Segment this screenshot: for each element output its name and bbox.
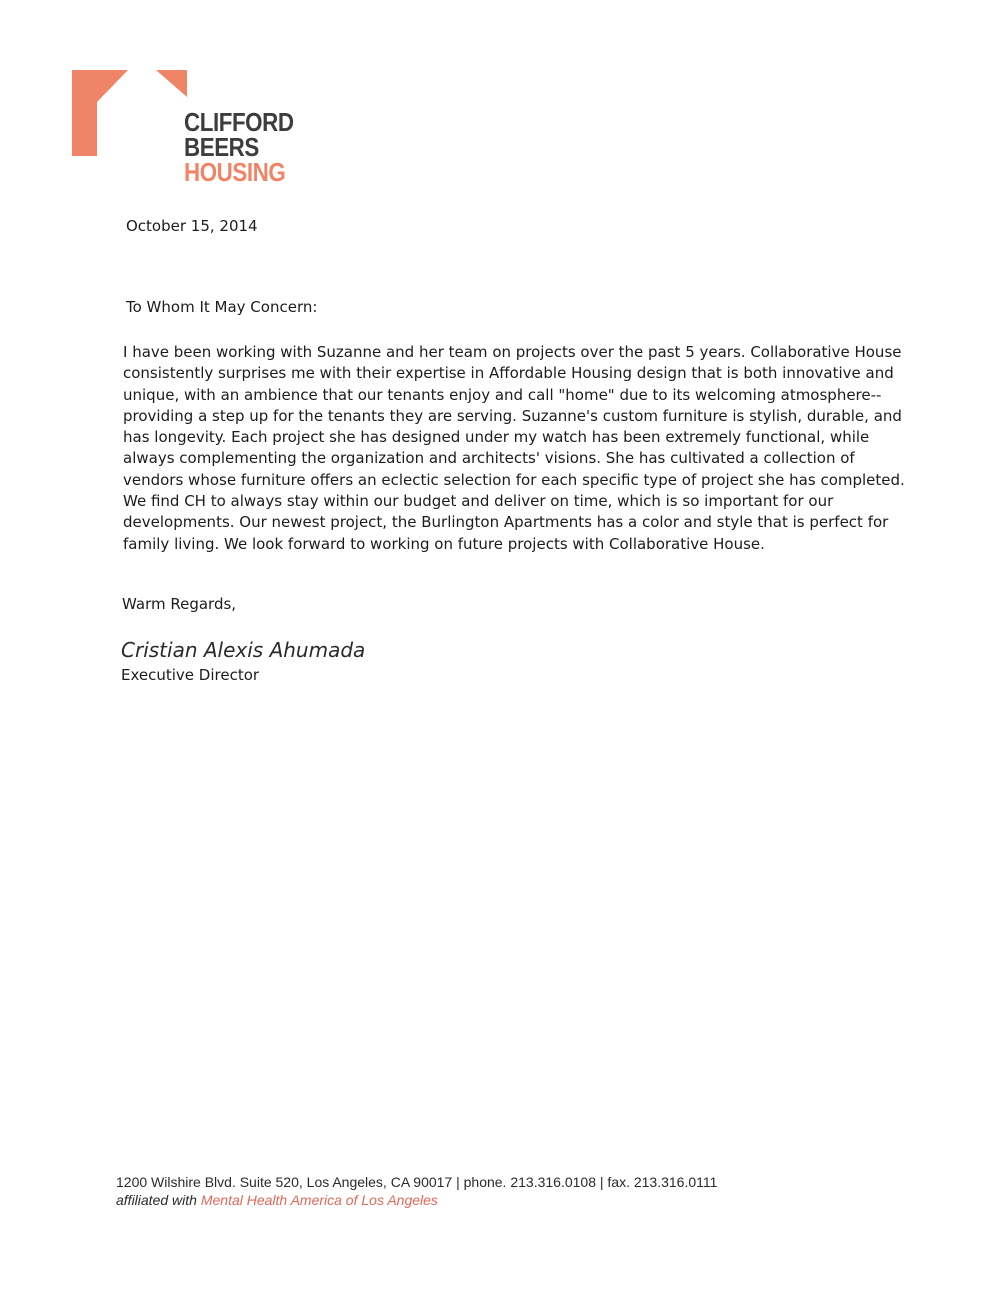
affiliation-prefix: affiliated with (116, 1192, 197, 1208)
body-line: providing a step up for the tenants they are serving. Suzanne's custom furniture is stylish, durable, and (123, 406, 902, 425)
body-line: has longevity. Each project she has designed under my watch has been extremely functional, while (123, 428, 870, 447)
logo-line-1: CLIFFORD (184, 107, 294, 137)
body-line: developments. Our newest project, the Burlington Apartments has a color and style that is perfect for (123, 513, 889, 532)
signature: Cristian Alexis Ahumada (121, 638, 366, 662)
body-line: vendors whose furniture offers an eclectic selection for each specific type of project she has completed. (123, 470, 905, 489)
letter-body (123, 342, 905, 555)
footer-address: 1200 Wilshire Blvd. Suite 520, Los Angeles, CA 90017 | phone. 213.316.0108 | fax. 213.316.0111 (116, 1174, 718, 1190)
logo-wordmark (184, 107, 294, 187)
letter-salutation: To Whom It May Concern: (126, 298, 318, 316)
affiliation-organization: Mental Health America of Los Angeles (200, 1192, 438, 1208)
letter-closing: Warm Regards, (122, 595, 237, 613)
letterhead-footer (116, 1174, 717, 1208)
body-line: consistently surprises me with their expertise in Affordable Housing design that is both innovative and (123, 364, 894, 383)
body-line: unique, with an ambience that our tenants enjoy and call "home" due to its welcoming atmosphere-- (123, 385, 882, 404)
footer-affiliation (116, 1192, 717, 1208)
body-line: We find CH to always stay within our budget and deliver on time, which is so important for our (123, 492, 834, 511)
logo-line-2: BEERS (184, 132, 259, 162)
body-line: I have been working with Suzanne and her team on projects over the past 5 years. Collaborative House (123, 343, 902, 361)
logo-line-3: HOUSING (184, 157, 286, 187)
signer-title: Executive Director (121, 666, 260, 684)
house-corner-logo-icon (72, 70, 192, 160)
body-line: always complementing the organization and architects' visions. She has cultivated a collection of (123, 449, 855, 468)
organization-logo (72, 70, 312, 190)
letter-date: October 15, 2014 (126, 217, 258, 235)
body-line: family living. We look forward to working on future projects with Collaborative House. (123, 534, 765, 553)
